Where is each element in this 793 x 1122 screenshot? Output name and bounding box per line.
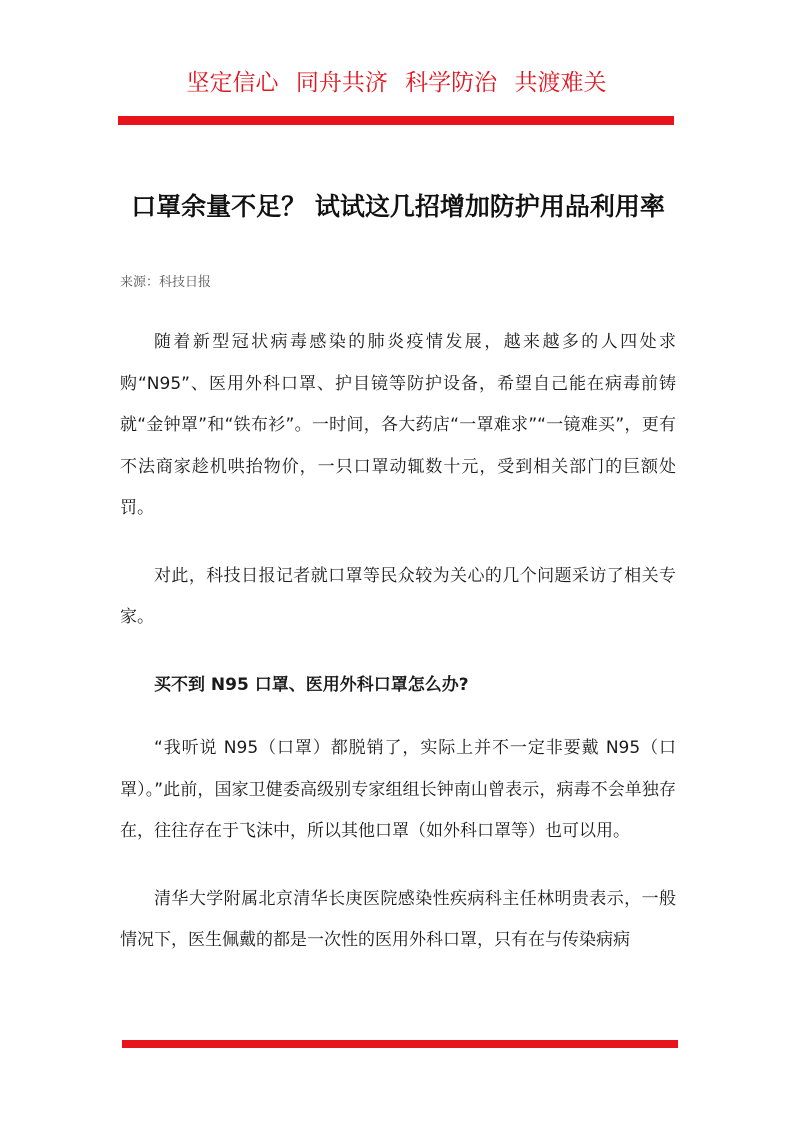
article-body — [120, 322, 676, 988]
slogan-4: 共渡难关 — [514, 70, 607, 96]
paragraph-quote: “我听说 N95（口罩）都脱销了，实际上并不一定非要戴 N95（口罩）。”此前，国家卫健委高级别专家组组长钟南山曾表示，病毒不会单独存在，往往存在于飞沫中，所以其他口罩（如外科口罩等）也可以用。 — [120, 738, 676, 841]
article-title: 口罩余量不足？ 试试这几招增加防护用品利用率 — [131, 191, 665, 221]
paragraph-intro: 随着新型冠状病毒感染的肺炎疫情发展，越来越多的人四处求购“N95”、医用外科口罩、护目镜等防护设备，希望自己能在病毒前铸就“金钟罩”和“铁布衫”。一时间，各大药店“一罩难求”“一镜难买”，更有不法商家趁机哄抬物价，一只口罩动辄数十元，受到相关部门的巨额处罚。 — [120, 332, 676, 518]
slogan-2: 同舟共济 — [295, 70, 388, 96]
section-subheading: 买不到 N95 口罩、医用外科口罩怎么办? — [154, 674, 469, 695]
slogan-banner — [0, 64, 793, 97]
article-source: 来源：科技日报 — [120, 275, 212, 290]
slogan-1: 坚定信心 — [186, 70, 279, 96]
slogan-3: 科学防治 — [405, 70, 498, 96]
bottom-red-divider — [122, 1040, 678, 1048]
paragraph-interview: 对此，科技日报记者就口罩等民众较为关心的几个问题采访了相关专家。 — [120, 565, 676, 627]
top-red-divider — [118, 116, 674, 125]
paragraph-expert: 清华大学附属北京清华长庚医院感染性疾病科主任林明贵表示，一般情况下，医生佩戴的都是一次性的医用外科口罩，只有在与传染病病 — [120, 888, 676, 950]
